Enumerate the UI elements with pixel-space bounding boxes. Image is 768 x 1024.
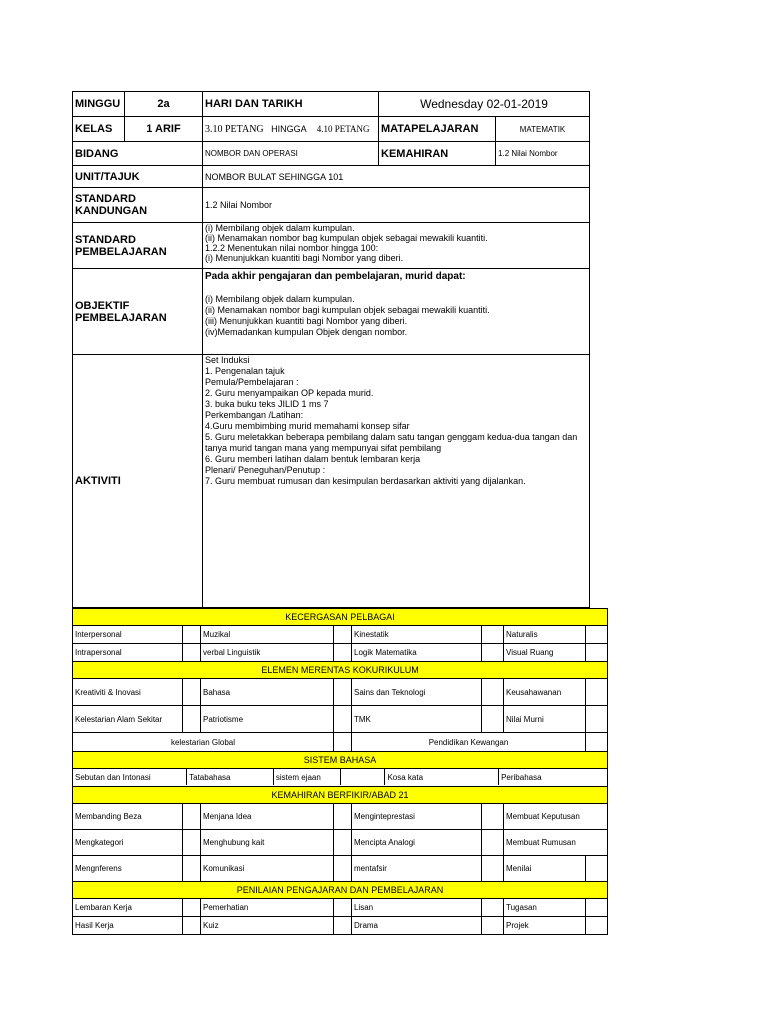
checkbox[interactable] [586,644,608,662]
berfikir-mentafsir: mentafsir [352,856,482,882]
kecergasan-naturalis: Naturalis [504,626,586,644]
penilaian-projek: Projek [504,917,586,935]
sistem-bahasa-title: SISTEM BAHASA [73,752,608,769]
checkbox[interactable] [183,804,201,830]
checkbox[interactable] [482,679,504,706]
time-range [203,117,379,142]
checkbox[interactable] [183,830,201,856]
emk-patriotisme: Patriotisme [201,706,334,733]
objektif-cell [203,269,590,355]
checkbox[interactable] [334,644,352,662]
checkbox[interactable] [482,804,504,830]
checkbox[interactable] [482,830,504,856]
checkbox[interactable] [482,917,504,935]
time-hingga: HINGGA [271,123,307,134]
emk-title: ELEMEN MERENTAS KOKURIKULUM [73,662,608,679]
penilaian-pemerhatian: Pemerhatian [201,899,334,917]
berfikir-komunikasi: Komunikasi [201,856,334,882]
hari-label: HARI DAN TARIKH [203,92,379,117]
unit-value: NOMBOR BULAT SEHINGGA 101 [203,166,590,188]
sistem-bahasa-inner [73,769,607,785]
berfikir-keputusan: Membuat Keputusan [504,804,608,830]
checkbox[interactable] [586,626,608,644]
kecergasan-muzikal: Muzikal [201,626,334,644]
berfikir-analogi: Mencipta Analogi [352,830,482,856]
checkbox[interactable] [334,830,352,856]
bahasa-ejaan: sistem ejaan [273,769,340,785]
emk-keusahawanan: Keusahawanan [504,679,586,706]
time-end: 4.10 PETANG [316,123,370,134]
penilaian-hasil: Hasil Kerja [73,917,183,935]
emk-bahasa: Bahasa [201,679,334,706]
emk-kreativiti: Kreativiti & Inovasi [73,679,183,706]
checkbox[interactable] [183,626,201,644]
matapelajaran-value: MATEMATIK [496,117,590,142]
sistem-bahasa-row [73,769,608,787]
standard-kandungan-label: STANDARD KANDUNGAN [73,188,203,223]
checkbox[interactable] [183,917,201,935]
checkbox[interactable] [183,899,201,917]
kelas-value: 1 ARIF [125,117,203,142]
checkbox[interactable] [334,733,352,752]
checkbox[interactable] [586,917,608,935]
kecergasan-interpersonal: Interpersonal [73,626,183,644]
checkbox[interactable] [334,899,352,917]
kemahiran-label: KEMAHIRAN [379,142,496,166]
checkbox[interactable] [334,626,352,644]
berfikir-mengkategori: Mengkategori [73,830,183,856]
checkbox[interactable] [482,626,504,644]
bidang-label: BIDANG [73,142,203,166]
penilaian-drama: Drama [352,917,482,935]
kecergasan-visual: Visual Ruang [504,644,586,662]
minggu-label: MINGGU [73,92,125,117]
lesson-plan-document [72,91,589,935]
bahasa-tatabahasa: Tatabahasa [187,769,274,785]
checkbox[interactable] [334,679,352,706]
checkbox[interactable] [482,856,504,882]
checkbox[interactable] [586,856,608,882]
berfikir-rumusan: Membuat Rumusan [504,830,608,856]
lesson-header-table [72,91,590,608]
checkbox[interactable] [482,706,504,733]
matapelajaran-label: MATAPELAJARAN [379,117,496,142]
checkbox[interactable] [482,899,504,917]
aktiviti-value: Set Induksi 1. Pengenalan tajuk Pemula/Pembelajaran : 2. Guru menyampaikan OP kepada murid. 3. buka buku teks JILID 1 ms 7 Perkembangan /Latihan: 4.Guru membimbing murid memahami konsep sifar 5. Guru meletakkan beberapa pembilang dalam satu tangan genggam kedua-dua tangan dan tanya murid tangan mana yang mempunyai sifat pembilang 6. Guru memberi latihan dalam bentuk lembaran kerja Plenari/ Peneguhan/Penutup : 7. Guru membuat rumusan dan kesimpulan berdasarkan aktiviti yang dijalankan. [203,355,590,608]
kecergasan-logik: Logik Matematika [352,644,482,662]
kecergasan-intrapersonal: Intrapersonal [73,644,183,662]
emk-pendidikan-kewangan: Pendidikan Kewangan [352,733,586,752]
standard-pembelajaran-label: STANDARD PEMBELAJARAN [73,223,203,269]
penilaian-title: PENILAIAN PENGAJARAN DAN PEMBELAJARAN [73,882,608,899]
emk-kelestarian-global: kelestarian Global [73,733,334,752]
minggu-value: 2a [125,92,203,117]
checkbox[interactable] [482,644,504,662]
berfikir-menginteprestasi: Menginteprestasi [352,804,482,830]
emk-sains: Sains dan Teknologi [352,679,482,706]
checkbox[interactable] [183,706,201,733]
checkbox[interactable] [334,856,352,882]
berfikir-menghubung: Menghubung kait [201,830,334,856]
kemahiran-value: 1.2 Nilai Nombor [496,142,590,166]
checkbox[interactable] [341,769,385,785]
standard-kandungan-value: 1.2 Nilai Nombor [203,188,590,223]
checkbox[interactable] [183,679,201,706]
kecergasan-title: KECERGASAN PELBAGAI [73,609,608,626]
kelas-label: KELAS [73,117,125,142]
checkbox[interactable] [183,856,201,882]
bahasa-sebutan: Sebutan dan Intonasi [73,769,187,785]
penilaian-lisan: Lisan [352,899,482,917]
penilaian-tugasan: Tugasan [504,899,586,917]
aktiviti-label: AKTIVITI [73,355,203,608]
unit-label: UNIT/TAJUK [73,166,203,188]
emk-tmk: TMK [352,706,482,733]
checkbox[interactable] [586,679,608,706]
bahasa-kosa-kata: Kosa kata [385,769,499,785]
checkbox[interactable] [334,804,352,830]
checkbox[interactable] [586,733,608,752]
time-start: 3.10 PETANG [205,123,264,135]
objektif-heading: Pada akhir pengajaran dan pembelajaran, murid dapat: [205,271,466,282]
emk-nilai-murni: Nilai Murni [504,706,586,733]
checkbox[interactable] [586,706,608,733]
checkbox[interactable] [334,917,352,935]
berfikir-membanding: Membanding Beza [73,804,183,830]
checkbox[interactable] [334,706,352,733]
berfikir-menjana: Menjana Idea [201,804,334,830]
kecergasan-kinestatik: Kinestatik [352,626,482,644]
standard-pembelajaran-value: (i) Membilang objek dalam kumpulan. (ii) Menamakan nombor bag kumpulan objek sebagai mewakili kuantiti. 1.2.2 Menentukan nilai nombor hingga 100: (i) Menunjukkan kuantiti bagi Nombor yang diberi. [203,223,590,269]
penilaian-lembaran: Lembaran Kerja [73,899,183,917]
berfikir-menilai: Menilai [504,856,586,882]
berfikir-mengnferens: Mengnferens [73,856,183,882]
date-value: Wednesday 02-01-2019 [379,92,590,117]
emk-kelestarian-alam: Kelestarian Alam Sekitar [73,706,183,733]
berfikir-title: KEMAHIRAN BERFIKIR/ABAD 21 [73,787,608,804]
penilaian-kuiz: Kuiz [201,917,334,935]
checkbox[interactable] [586,899,608,917]
bidang-value: NOMBOR DAN OPERASI [203,142,379,166]
objektif-label: OBJEKTIF PEMBELAJARAN [73,269,203,355]
objektif-value: (i) Membilang objek dalam kumpulan. (ii) Menamakan nombor bagi kumpulan objek sebagai mewakili kuantiti. (iii) Menunjukkan kuantiti bagi Nombor yang diberi. (iv)Memadankan kumpulan Objek dengan nombor. [205,294,490,337]
kecergasan-verbal: verbal Linguistik [201,644,334,662]
elements-table [72,608,608,935]
checkbox[interactable] [183,644,201,662]
bahasa-peribahasa: Peribahasa [499,769,607,785]
